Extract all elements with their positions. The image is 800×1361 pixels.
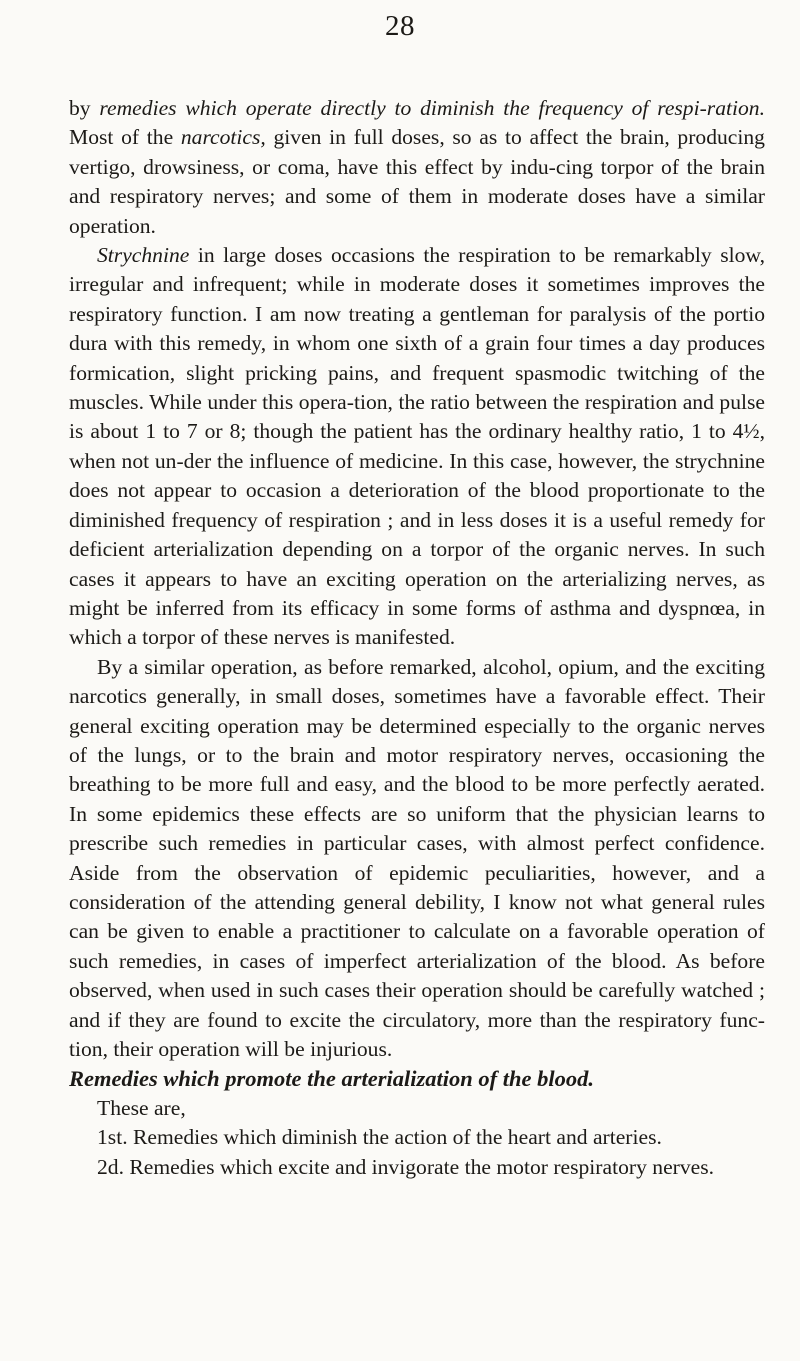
span-italic: narcotics, — [180, 125, 266, 150]
span: Most of the — [69, 125, 181, 150]
span-italic: remedies which operate directly to diminish the frequency of respi-ration. — [99, 96, 765, 120]
span: By a similar operation, as before remarked, alcohol, opium, and the exciting narcotics generally, in small doses, sometimes have a favorable effect. Their general exciting operation may be determined especially to the organic nerves of the lungs, or to the brain and motor respiratory nerves, occasioning the breathing to be more full and easy, and the blood to be more perfectly aerated. In some epidemics these effects are so uniform that the physician learns to prescribe such remedies in particular cases, with almost perfect confidence. Aside from the observation of epidemic peculiarities, however, and a consideration of the attending general debility, I know not what general rules can be given to enable a practitioner to calculate on a favorable operation of such remedies, in cases of imperfect arterialization of the blood. As before observed, when used in such cases their operation should be carefully watched ; and if they are found to excite the circulatory, more than the respiratory func-tion, their operation will be injurious. — [69, 654, 765, 1061]
span: in large doses occasions the respiration to be remarkably slow, irregular and infrequent; while in moderate doses it sometimes improves the respiratory function. I am now treating a gentleman for paralysis of the portio dura with this remedy, in whom one sixth of a grain four times a day produces formication, slight pricking pains, and frequent spasmodic twitching of the muscles. While under this opera-tion, the ratio between the respiration and pulse is about 1 to 7 or 8; though the patient has the ordinary healthy ratio, 1 to 4½, when not un-der the influence of medicine. In this case, however, the strychnine does not appear to occasion a deterioration of the blood proportionate to the diminished frequency of respiration ; and in less doses it is a useful remedy for deficient arterialization depending on a torpor of the organic nerves. In such cases it appears to have an exciting operation on the arterializing nerves, as might be inferred from its efficacy in some forms of asthma and dyspnœa, in which a torpor of these nerves is manifested. — [69, 243, 765, 650]
paragraph-3 — [69, 653, 765, 1065]
body-text — [69, 94, 765, 1182]
paragraph-2 — [69, 241, 765, 653]
intro-line: These are, — [97, 1095, 186, 1120]
span: given in full doses, so as to affect the brain, producing vertigo, drowsiness, or coma, have this effect by indu-cing torpor of the brain and respiratory nerves; and some of them in moderate doses have a similar operation. — [69, 125, 765, 238]
section-heading: Remedies which promote the arterialization of the blood. — [69, 1066, 595, 1092]
list-item-1: 1st. Remedies which diminish the action of the heart and arteries. — [97, 1125, 662, 1150]
paragraph-1 — [69, 94, 765, 241]
page-number: 28 — [385, 10, 415, 42]
span-italic: Strychnine — [97, 243, 190, 268]
span: by — [69, 96, 100, 120]
list-item-2: 2d. Remedies which excite and invigorate the motor respiratory nerves. — [97, 1154, 715, 1179]
